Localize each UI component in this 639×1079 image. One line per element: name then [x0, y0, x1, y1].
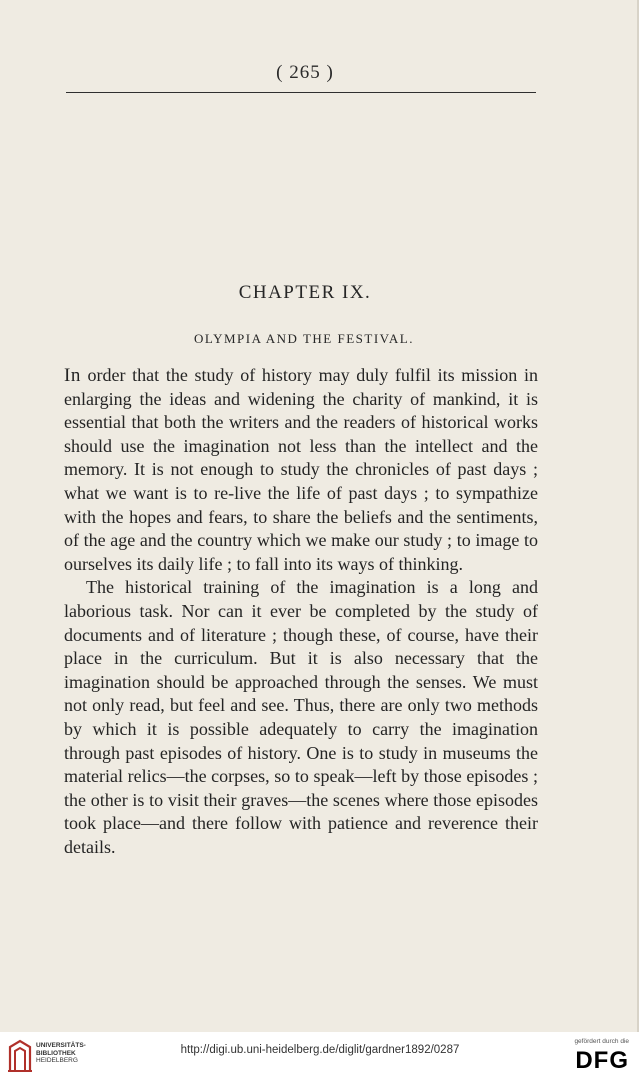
paragraph-text: The historical training of the imagination is a long and laborious task. Nor can it ever be completed by the study of documents and of literature ; though these, of course, have their place in the curriculum. But it is also necessary that the imagination should be approached through the senses. We must not only read, but feel and see. Thus, there are only two methods by which it is possible adequately to carry the imagination through past episodes of history. One is to study in museums the material relics—the corpses, so to speak—left by those episodes ; the other is to visit their graves—the scenes where those episodes took place—and there follow with patience and reverence their details. — [64, 577, 538, 857]
paragraph-lead: In — [64, 365, 81, 386]
dfg-logo: DFG — [575, 1047, 629, 1074]
viewer-footer — [0, 1032, 639, 1079]
funder-caption: gefördert durch die — [574, 1038, 629, 1045]
chapter-title: CHAPTER IX. — [238, 282, 372, 303]
library-name-line: UNIVERSITÄTS- — [36, 1042, 86, 1049]
library-name-line: BIBLIOTHEK — [36, 1049, 76, 1057]
body-text — [64, 364, 538, 859]
header-rule — [66, 92, 536, 93]
page-number: ( 265 ) — [276, 62, 334, 83]
library-name — [36, 1042, 86, 1065]
paragraph-2 — [64, 576, 538, 859]
library-logo-icon — [6, 1037, 34, 1073]
paragraph-1 — [64, 364, 538, 576]
source-url-link[interactable]: http://digi.ub.uni-heidelberg.de/diglit/gardner1892/0287 — [180, 1044, 460, 1056]
paragraph-text: order that the study of history may duly fulfil its mission in enlarging the ideas and widening the charity of mankind, it is essential that both the writers and the readers of historical works should use the imagination not less than the intellect and the memory. It is not enough to study the chronicles of past days ; what we want is to re-live the life of past days ; to sympathize with the hopes and fears, to share the beliefs and the sentiments, of the age and the country which we make our study ; to image to ourselves its daily life ; to fall into its ways of thinking. — [64, 365, 538, 574]
chapter-subtitle: OLYMPIA AND THE FESTIVAL. — [194, 331, 414, 346]
library-name-line: HEIDELBERG — [36, 1057, 78, 1064]
